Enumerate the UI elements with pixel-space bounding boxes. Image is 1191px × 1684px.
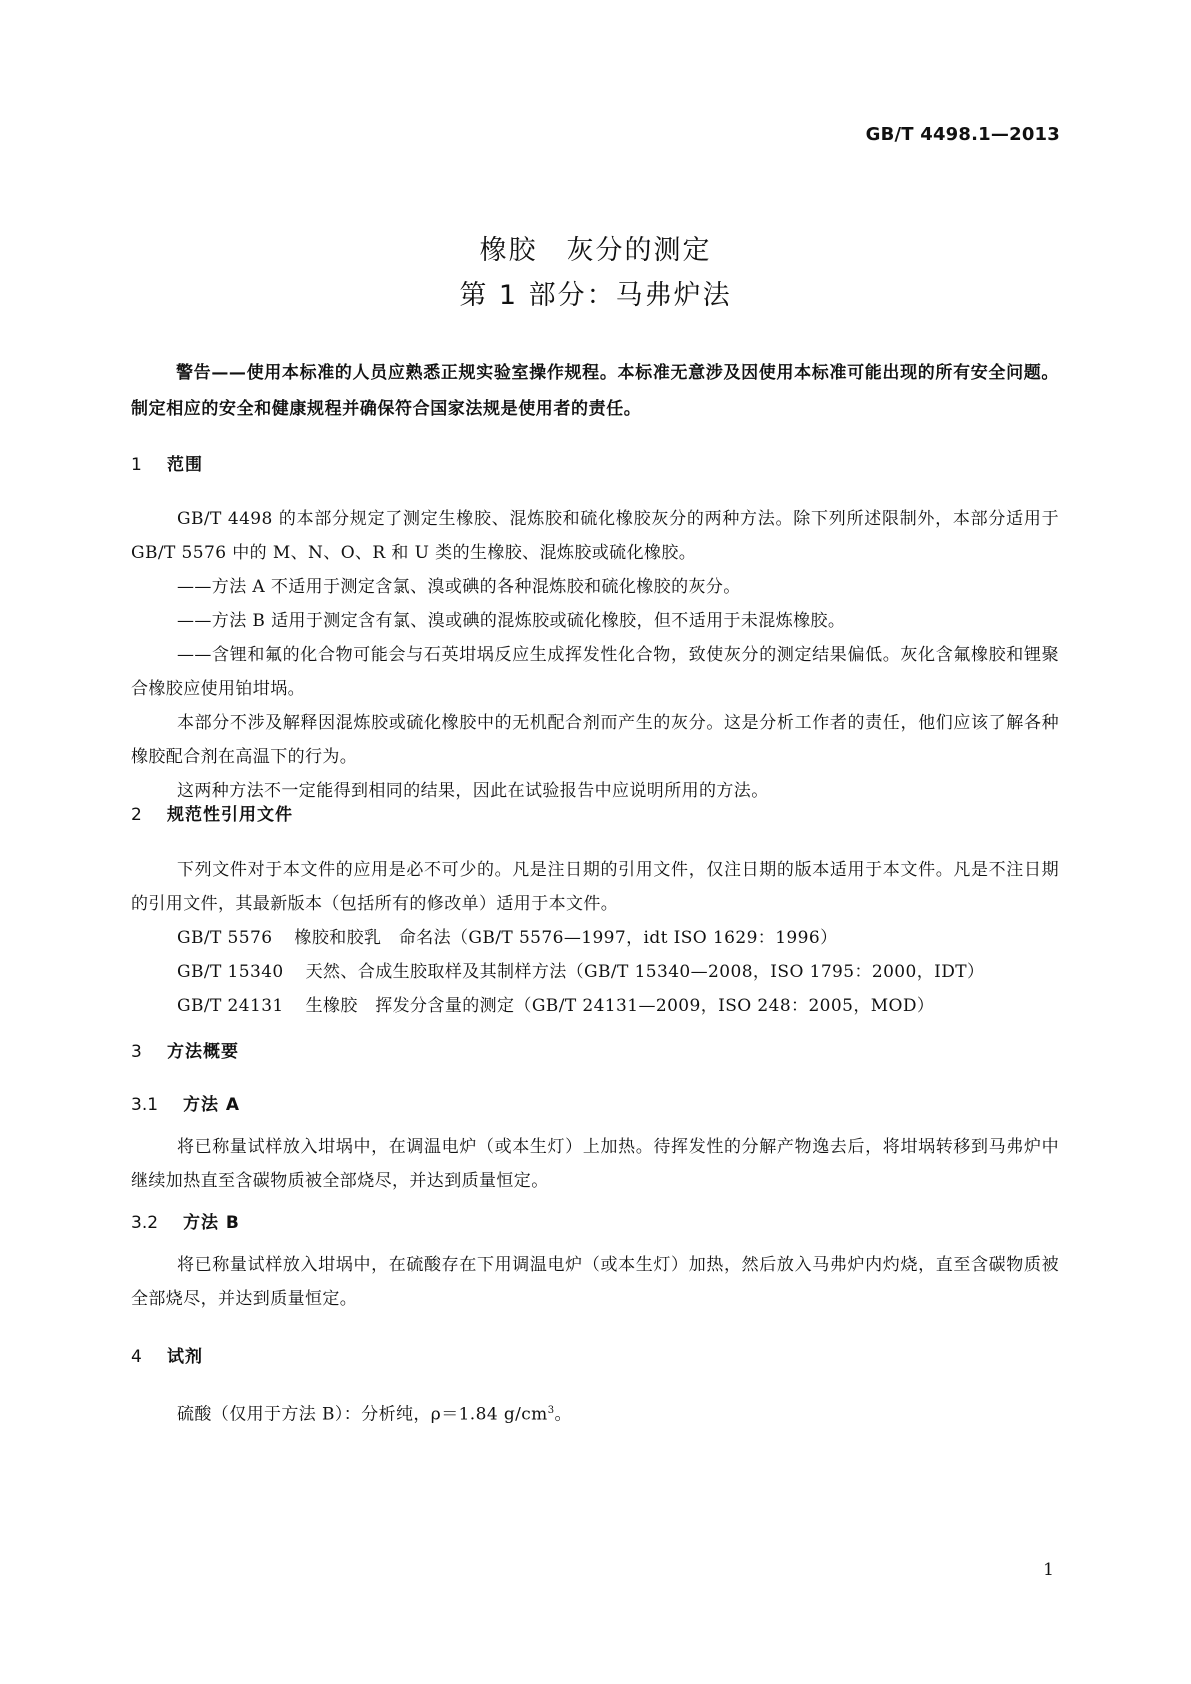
section-title: 方法概要 — [167, 1042, 239, 1062]
section-4-body — [131, 1394, 1059, 1432]
reference-text: 生橡胶 挥发分含量的测定（GB/T 24131—2009，ISO 248：2005，MOD） — [305, 996, 935, 1016]
section-1-body — [131, 502, 1059, 808]
section-number: 2 — [131, 805, 142, 825]
paragraph: 这两种方法不一定能得到相同的结果，因此在试验报告中应说明所用的方法。 — [177, 781, 769, 801]
section-title: 方法 A — [183, 1095, 241, 1115]
reference-item — [131, 921, 1059, 955]
paragraph: 本部分不涉及解释因混炼胶或硫化橡胶中的无机配合剂而产生的灰分。这是分析工作者的责任，他们应该了解各种橡胶配合剂在高温下的行为。 — [131, 713, 1059, 767]
section-3-heading — [131, 1037, 239, 1062]
paragraph: ——方法 B 适用于测定含有氯、溴或碘的混炼胶或硫化橡胶，但不适用于未混炼橡胶。 — [177, 611, 846, 631]
reference-code: GB/T 5576 — [177, 928, 273, 948]
section-title: 方法 B — [183, 1213, 240, 1233]
reagent-text-end: 。 — [554, 1404, 572, 1425]
paragraph: ——方法 A 不适用于测定含氯、溴或碘的各种混炼胶和硫化橡胶的灰分。 — [177, 577, 741, 597]
standard-code: GB/T 4498.1—2013 — [865, 124, 1060, 145]
section-3-1-body — [131, 1130, 1059, 1198]
superscript: 3 — [547, 1405, 555, 1416]
section-1-heading — [131, 450, 203, 475]
paragraph — [131, 1394, 1059, 1432]
paragraph: 将已称量试样放入坩埚中，在硫酸存在下用调温电炉（或本生灯）加热，然后放入马弗炉内灼烧，直至含碳物质被全部烧尽，并达到质量恒定。 — [131, 1255, 1059, 1309]
section-number: 3.2 — [131, 1213, 159, 1233]
section-number: 4 — [131, 1347, 142, 1367]
reference-text: 橡胶和胶乳 命名法（GB/T 5576—1997，idt ISO 1629：1996） — [294, 928, 838, 948]
reference-text: 天然、合成生胶取样及其制样方法（GB/T 15340—2008，ISO 1795：2000，IDT） — [305, 962, 985, 982]
reference-code: GB/T 15340 — [177, 962, 284, 982]
page-number: 1 — [1043, 1560, 1054, 1580]
section-3-2-body — [131, 1248, 1059, 1316]
reagent-text: 硫酸（仅用于方法 B）：分析纯，ρ＝1.84 g/cm — [177, 1404, 548, 1425]
document-subtitle: 第 1 部分：马弗炉法 — [459, 280, 732, 311]
paragraph: ——含锂和氟的化合物可能会与石英坩埚反应生成挥发性化合物，致使灰分的测定结果偏低。灰化含氟橡胶和锂聚合橡胶应使用铂坩埚。 — [131, 645, 1059, 699]
section-title: 规范性引用文件 — [167, 805, 293, 825]
section-2-heading — [131, 800, 293, 825]
section-3-2-heading — [131, 1208, 240, 1233]
section-title: 范围 — [167, 455, 203, 475]
section-4-heading — [131, 1342, 203, 1367]
section-3-1-heading — [131, 1090, 240, 1115]
section-number: 3 — [131, 1042, 142, 1062]
safety-warning: 警告——使用本标准的人员应熟悉正规实验室操作规程。本标准无意涉及因使用本标准可能出现的所有安全问题。制定相应的安全和健康规程并确保符合国家法规是使用者的责任。 — [131, 363, 1059, 419]
paragraph: 将已称量试样放入坩埚中，在调温电炉（或本生灯）上加热。待挥发性的分解产物逸去后，将坩埚转移到马弗炉中继续加热直至含碳物质被全部烧尽，并达到质量恒定。 — [131, 1137, 1059, 1191]
reference-item — [131, 989, 1059, 1023]
section-title: 试剂 — [167, 1347, 203, 1367]
document-title: 橡胶 灰分的测定 — [479, 235, 712, 266]
paragraph: GB/T 4498 的本部分规定了测定生橡胶、混炼胶和硫化橡胶灰分的两种方法。除下列所述限制外，本部分适用于 GB/T 5576 中的 M、N、O、R 和 U 类的生橡胶、混炼胶或硫化橡胶。 — [131, 509, 1059, 563]
reference-item — [131, 955, 1059, 989]
section-2-body — [131, 853, 1059, 1023]
section-number: 1 — [131, 455, 142, 475]
section-number: 3.1 — [131, 1095, 159, 1115]
paragraph: 下列文件对于本文件的应用是必不可少的。凡是注日期的引用文件，仅注日期的版本适用于本文件。凡是不注日期的引用文件，其最新版本（包括所有的修改单）适用于本文件。 — [131, 860, 1059, 914]
reference-code: GB/T 24131 — [177, 996, 284, 1016]
